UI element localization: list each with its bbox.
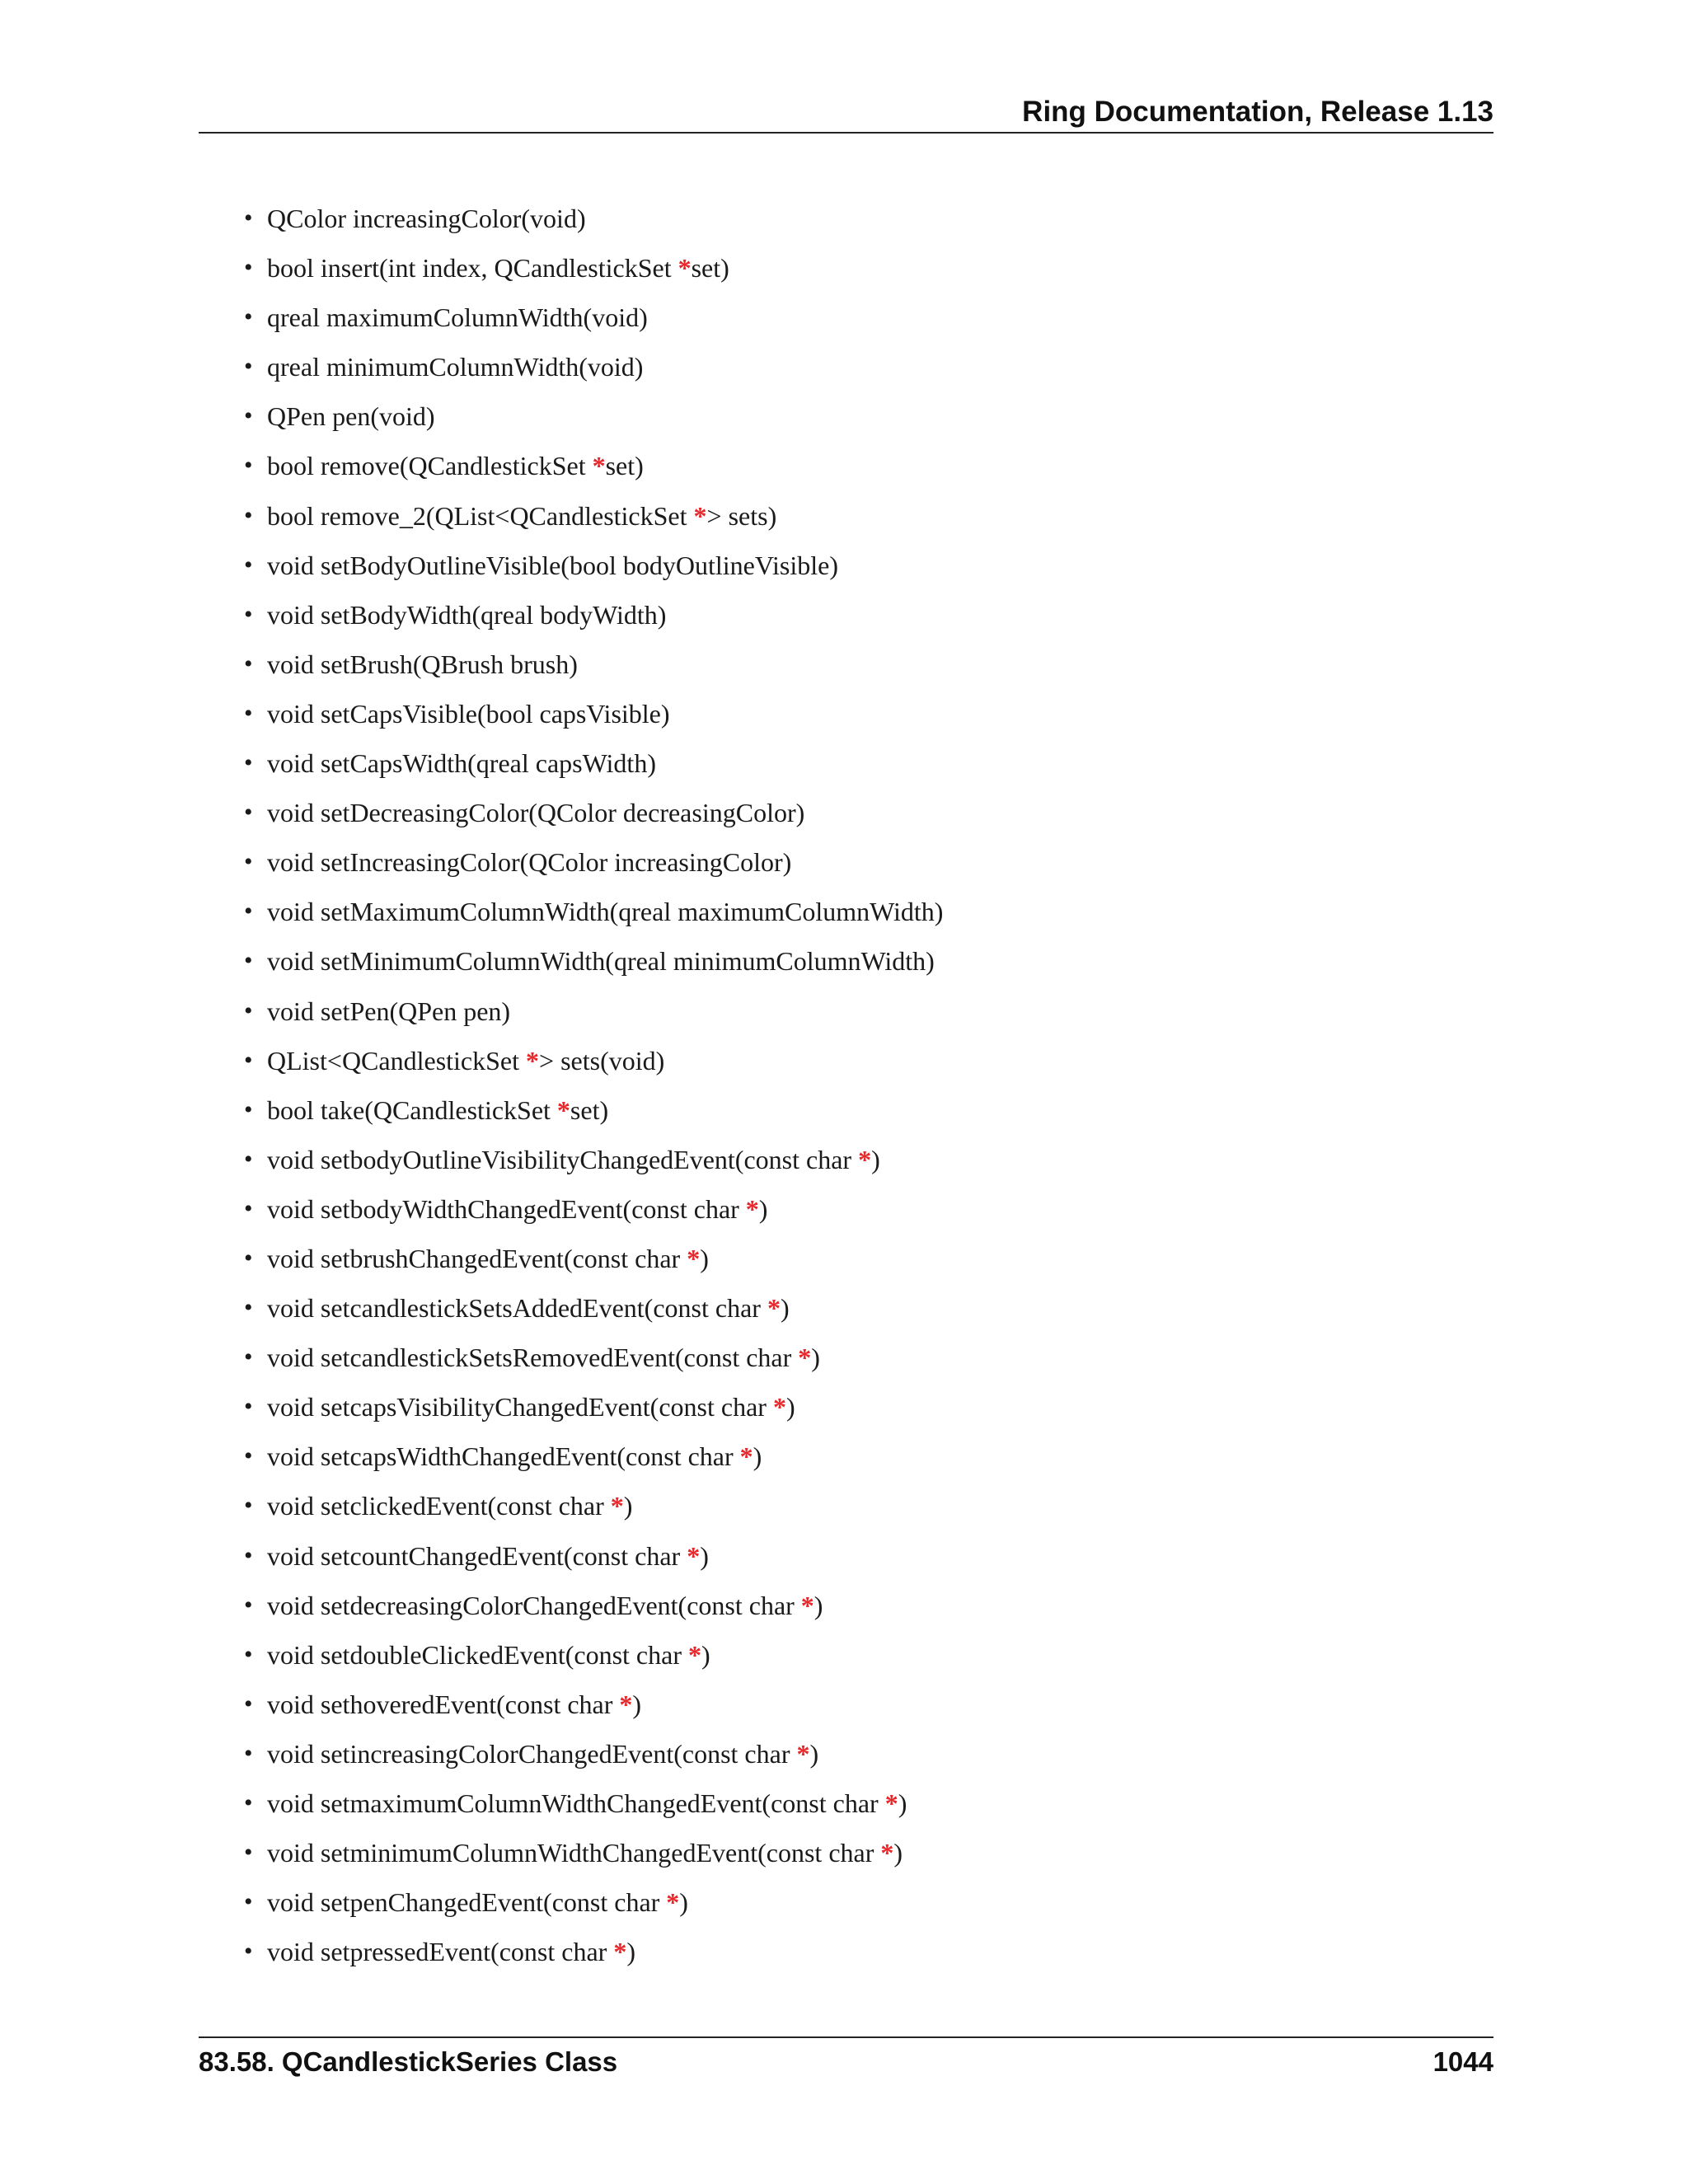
method-item xyxy=(244,837,943,887)
method-signature-start: void sethoveredEvent(const char xyxy=(267,1689,620,1719)
method-item xyxy=(244,1382,943,1432)
method-signature-start: void setmaximumColumnWidthChangedEvent(const char xyxy=(267,1788,885,1818)
pointer-star: * xyxy=(858,1144,872,1174)
method-signature-end: ) xyxy=(811,1343,820,1373)
bullet-icon: • xyxy=(244,898,253,926)
method-item xyxy=(244,1036,943,1085)
pointer-star: * xyxy=(767,1293,781,1324)
method-signature-start: bool remove_2(QList<QCandlestickSet xyxy=(267,500,694,531)
pointer-star: * xyxy=(798,1343,812,1373)
method-item xyxy=(244,1630,943,1680)
method-signature-end: ) xyxy=(700,1243,709,1273)
method-signature-start: void setminimumColumnWidthChangedEvent(const char xyxy=(267,1838,881,1868)
method-item xyxy=(244,1729,943,1779)
bullet-icon: • xyxy=(244,699,253,727)
bullet-icon: • xyxy=(244,1046,253,1074)
method-signature-start: void setpenChangedEvent(const char xyxy=(267,1887,667,1918)
pointer-star: * xyxy=(613,1937,627,1967)
document-title: Ring Documentation, Release 1.13 xyxy=(1022,96,1493,128)
method-item xyxy=(244,194,943,243)
bullet-icon: • xyxy=(244,1888,253,1916)
method-item xyxy=(244,590,943,640)
bullet-icon: • xyxy=(244,303,253,331)
method-signature-start: void setclickedEvent(const char xyxy=(267,1491,611,1521)
bullet-icon: • xyxy=(244,749,253,777)
bullet-icon: • xyxy=(244,254,253,282)
method-signature-start: void setDecreasingColor(QColor decreasingColor) xyxy=(267,798,805,828)
pointer-star: * xyxy=(666,1887,680,1918)
method-item xyxy=(244,936,943,986)
method-signature-end: ) xyxy=(780,1293,790,1324)
method-item xyxy=(244,1481,943,1530)
method-signature-start: void setPen(QPen pen) xyxy=(267,996,511,1026)
bullet-icon: • xyxy=(244,799,253,827)
method-item xyxy=(244,987,943,1036)
method-item xyxy=(244,1927,943,1976)
page-footer xyxy=(199,2036,1493,2077)
method-signature-start: void setCapsWidth(qreal capsWidth) xyxy=(267,748,656,779)
method-signature-start: void setdoubleClickedEvent(const char xyxy=(267,1639,688,1670)
method-signature-start: QPen pen(void) xyxy=(267,401,435,432)
method-signature-start: void setincreasingColorChangedEvent(const char xyxy=(267,1738,797,1769)
method-item xyxy=(244,788,943,837)
method-item xyxy=(244,1531,943,1581)
method-signature-end: ) xyxy=(626,1937,635,1967)
bullet-icon: • xyxy=(244,1938,253,1966)
method-signature-end: ) xyxy=(753,1441,762,1472)
method-item xyxy=(244,293,943,342)
method-item xyxy=(244,887,943,936)
pointer-star: * xyxy=(678,253,692,284)
pointer-star: * xyxy=(800,1590,814,1620)
method-item xyxy=(244,1135,943,1184)
bullet-icon: • xyxy=(244,204,253,232)
method-signature-start: void setcandlestickSetsAddedEvent(const char xyxy=(267,1293,767,1324)
pointer-star: * xyxy=(556,1094,570,1125)
method-signature-start: bool take(QCandlestickSet xyxy=(267,1094,557,1125)
method-signature-start: qreal minimumColumnWidth(void) xyxy=(267,352,644,382)
method-signature-start: qreal maximumColumnWidth(void) xyxy=(267,302,648,333)
bullet-icon: • xyxy=(244,1194,253,1222)
pointer-star: * xyxy=(884,1788,898,1818)
page-number: 1044 xyxy=(1432,2046,1493,2077)
pointer-star: * xyxy=(526,1045,540,1076)
pointer-star: * xyxy=(619,1689,633,1719)
pointer-star: * xyxy=(687,1639,701,1670)
method-item xyxy=(244,391,943,441)
method-item xyxy=(244,640,943,689)
bullet-icon: • xyxy=(244,1095,253,1123)
method-item xyxy=(244,491,943,541)
bullet-icon: • xyxy=(244,551,253,579)
method-item xyxy=(244,1085,943,1135)
method-signature-start: void setbrushChangedEvent(const char xyxy=(267,1243,687,1273)
pointer-star: * xyxy=(772,1392,786,1422)
method-item xyxy=(244,441,943,490)
bullet-icon: • xyxy=(244,1244,253,1272)
pointer-star: * xyxy=(687,1540,701,1571)
method-signature-end: > sets(void) xyxy=(539,1045,665,1076)
method-signature-start: void setbodyWidthChangedEvent(const char xyxy=(267,1193,746,1224)
method-signature-start: void setcandlestickSetsRemovedEvent(const char xyxy=(267,1343,799,1373)
method-signature-end: ) xyxy=(809,1738,819,1769)
pointer-star: * xyxy=(687,1243,701,1273)
method-item xyxy=(244,1333,943,1382)
method-signature-end: ) xyxy=(623,1491,633,1521)
section-title: 83.58. QCandlestickSeries Class xyxy=(199,2046,618,2077)
method-item xyxy=(244,689,943,738)
method-signature-start: void setbodyOutlineVisibilityChangedEvent(const char xyxy=(267,1144,859,1174)
method-signature-start: bool insert(int index, QCandlestickSet xyxy=(267,253,678,284)
pointer-star: * xyxy=(592,451,606,481)
bullet-icon: • xyxy=(244,1541,253,1569)
method-item xyxy=(244,1877,943,1927)
method-signature-start: void setIncreasingColor(QColor increasingColor) xyxy=(267,847,792,878)
method-signature-start: void setMaximumColumnWidth(qreal maximumColumnWidth) xyxy=(267,897,944,927)
bullet-icon: • xyxy=(244,1739,253,1767)
method-signature-end: ) xyxy=(701,1639,710,1670)
bullet-icon: • xyxy=(244,600,253,628)
method-signature-start: bool remove(QCandlestickSet xyxy=(267,451,593,481)
bullet-icon: • xyxy=(244,1343,253,1371)
bullet-icon: • xyxy=(244,649,253,677)
method-signature-end: ) xyxy=(898,1788,907,1818)
method-signature-end: ) xyxy=(632,1689,642,1719)
method-item xyxy=(244,1184,943,1234)
bullet-icon: • xyxy=(244,353,253,381)
bullet-icon: • xyxy=(244,1145,253,1173)
method-item xyxy=(244,1779,943,1828)
bullet-icon: • xyxy=(244,1393,253,1421)
bullet-icon: • xyxy=(244,452,253,480)
method-item xyxy=(244,1432,943,1481)
method-signature-end: ) xyxy=(785,1392,795,1422)
method-signature-end: > sets) xyxy=(706,500,777,531)
method-signature-start: void setdecreasingColorChangedEvent(const char xyxy=(267,1590,801,1620)
method-item xyxy=(244,1581,943,1630)
method-signature-start: QColor increasingColor(void) xyxy=(267,204,586,233)
method-signature-end: set) xyxy=(570,1094,609,1125)
bullet-icon: • xyxy=(244,996,253,1024)
bullet-icon: • xyxy=(244,1640,253,1668)
method-item xyxy=(244,738,943,788)
bullet-icon: • xyxy=(244,1789,253,1816)
method-signature-start: void setpressedEvent(const char xyxy=(267,1937,614,1967)
pointer-star: * xyxy=(880,1838,894,1868)
method-signature-start: void setCapsVisible(bool capsVisible) xyxy=(267,698,670,729)
method-signature-start: void setBodyOutlineVisible(bool bodyOutlineVisible) xyxy=(267,550,838,580)
page-header xyxy=(199,91,1493,134)
pointer-star: * xyxy=(610,1491,624,1521)
pointer-star: * xyxy=(745,1193,759,1224)
method-signature-start: void setcapsVisibilityChangedEvent(const char xyxy=(267,1392,773,1422)
bullet-icon: • xyxy=(244,501,253,529)
method-signature-end: set) xyxy=(605,451,644,481)
method-signature-start: void setBrush(QBrush brush) xyxy=(267,649,578,679)
method-item xyxy=(244,1680,943,1729)
method-signature-end: ) xyxy=(758,1193,768,1224)
pointer-star: * xyxy=(796,1738,810,1769)
bullet-icon: • xyxy=(244,848,253,876)
method-list xyxy=(244,194,943,1976)
bullet-icon: • xyxy=(244,1591,253,1619)
method-signature-end: set) xyxy=(691,253,729,284)
bullet-icon: • xyxy=(244,1839,253,1867)
method-signature-end: ) xyxy=(893,1838,903,1868)
method-signature-end: ) xyxy=(871,1144,880,1174)
pointer-star: * xyxy=(739,1441,753,1472)
method-signature-start: void setcountChangedEvent(const char xyxy=(267,1540,687,1571)
pointer-star: * xyxy=(693,500,707,531)
method-signature-end: ) xyxy=(814,1590,823,1620)
bullet-icon: • xyxy=(244,1690,253,1718)
method-item xyxy=(244,541,943,590)
method-item xyxy=(244,1828,943,1877)
method-signature-end: ) xyxy=(679,1887,688,1918)
method-signature-end: ) xyxy=(700,1540,709,1571)
method-item xyxy=(244,243,943,293)
bullet-icon: • xyxy=(244,1442,253,1470)
method-signature-start: QList<QCandlestickSet xyxy=(267,1045,527,1076)
bullet-icon: • xyxy=(244,402,253,430)
method-signature-start: void setcapsWidthChangedEvent(const char xyxy=(267,1441,740,1472)
bullet-icon: • xyxy=(244,1492,253,1520)
bullet-icon: • xyxy=(244,1294,253,1322)
method-item xyxy=(244,342,943,391)
method-signature-start: void setMinimumColumnWidth(qreal minimumColumnWidth) xyxy=(267,946,935,977)
method-item xyxy=(244,1234,943,1283)
bullet-icon: • xyxy=(244,947,253,975)
method-item xyxy=(244,1283,943,1333)
method-signature-start: void setBodyWidth(qreal bodyWidth) xyxy=(267,599,667,630)
